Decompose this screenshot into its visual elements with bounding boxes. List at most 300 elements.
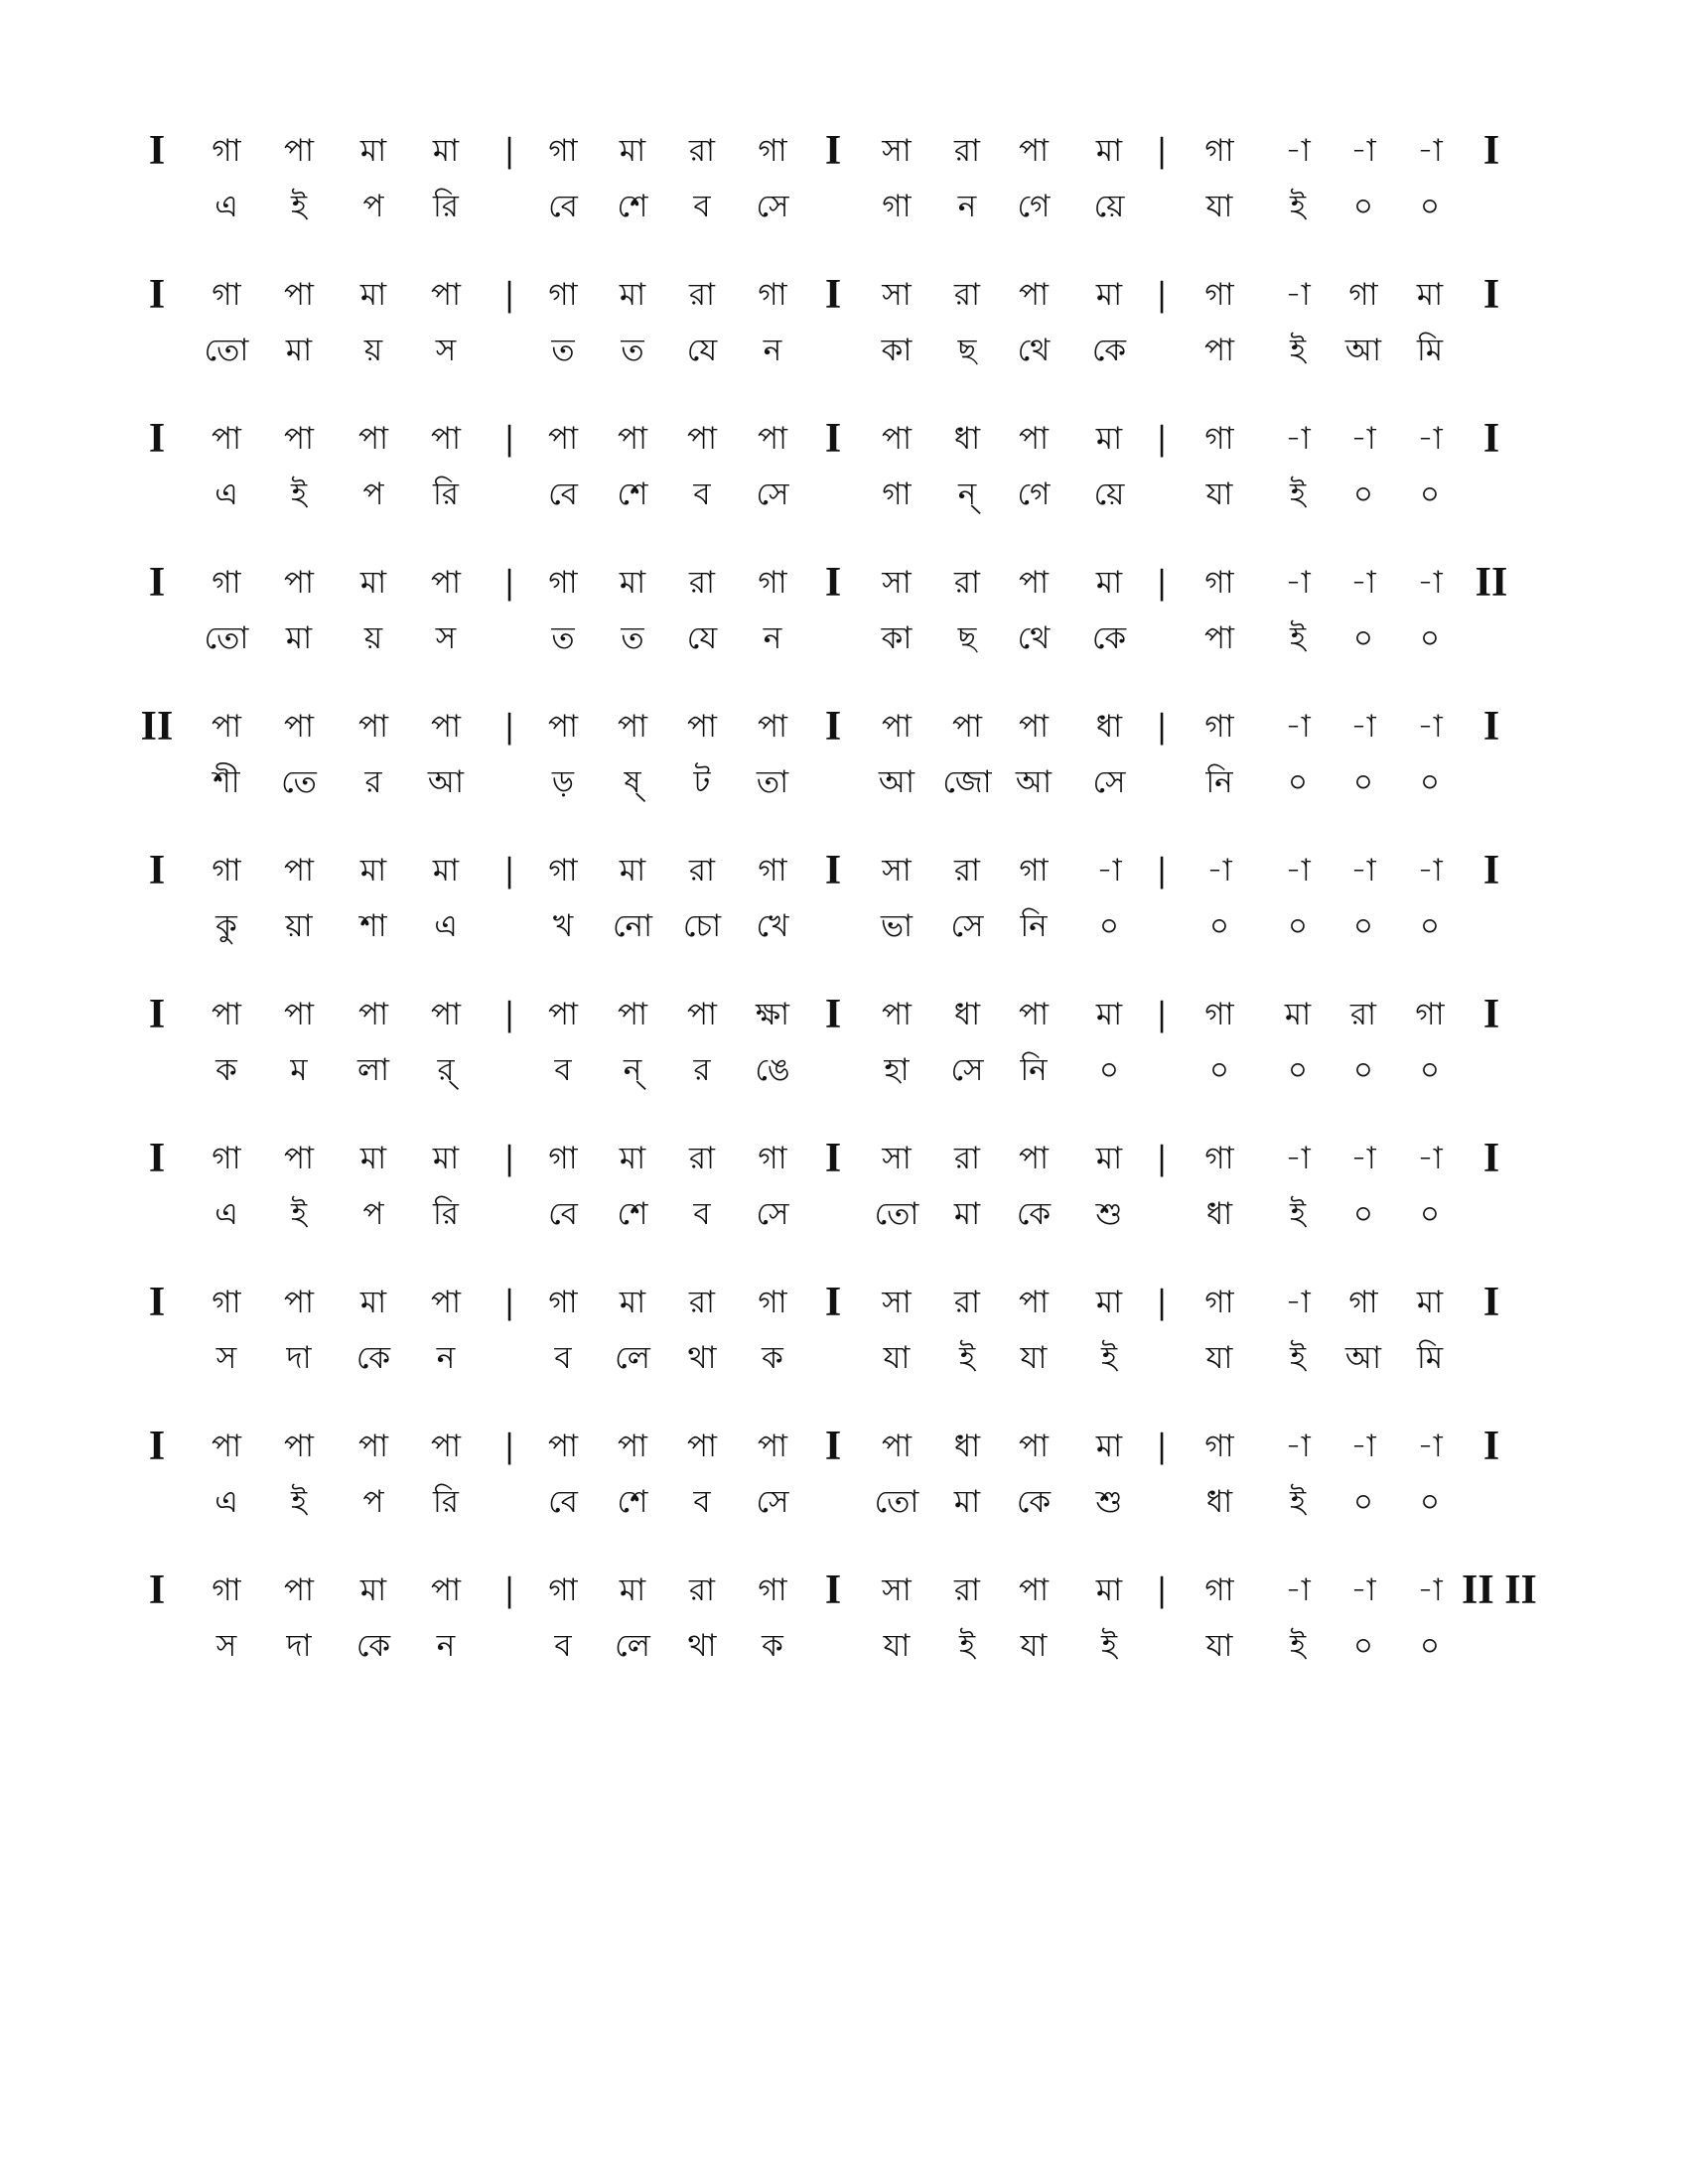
swara-note: পা <box>617 1429 648 1464</box>
swara-note: -া <box>1350 1429 1376 1464</box>
lyric-syllable: ধা <box>1205 1196 1233 1232</box>
swara-note: পা <box>1018 1572 1050 1608</box>
swara-note: ধা <box>953 1429 981 1464</box>
lyric-syllable: ক <box>215 1052 237 1088</box>
beat-bar: | <box>1156 1139 1168 1177</box>
beat-bar: | <box>503 1570 515 1609</box>
swara-note: গা <box>758 1285 787 1320</box>
swara-row <box>0 1129 1688 1188</box>
swara-row <box>0 841 1688 900</box>
measure-bar: I <box>824 1280 842 1325</box>
measure-bar: I <box>148 128 166 174</box>
lyric-syllable: জো <box>942 764 992 800</box>
lyric-syllable: ০ <box>1208 1052 1230 1088</box>
lyric-syllable: শে <box>617 1196 648 1232</box>
swara-note: গা <box>1415 997 1445 1032</box>
lyric-syllable: গে <box>1017 477 1051 512</box>
beat-bar: | <box>503 1283 515 1321</box>
measure-bar: I <box>824 1568 842 1613</box>
swara-note: গা <box>758 853 787 888</box>
lyric-syllable: ই <box>290 1484 308 1520</box>
swara-note: পা <box>430 1285 462 1320</box>
swara-note: গা <box>211 565 241 601</box>
lyric-syllable: শু <box>1095 1484 1123 1520</box>
swara-note: সা <box>882 133 912 169</box>
lyric-row <box>0 321 1688 380</box>
swara-note: পা <box>617 421 648 457</box>
lyric-syllable: স <box>215 1628 237 1664</box>
lyric-syllable: ন <box>763 620 782 656</box>
swara-note: গা <box>211 277 241 313</box>
swara-note: রা <box>1349 997 1377 1032</box>
lyric-syllable: শে <box>617 189 648 224</box>
lyric-syllable: এ <box>214 1196 238 1232</box>
lyric-syllable: যা <box>1205 1628 1233 1664</box>
beat-bar: | <box>503 1139 515 1177</box>
swara-note: পা <box>1018 709 1050 745</box>
swara-note: পা <box>1018 421 1050 457</box>
measure-bar: I <box>824 992 842 1037</box>
lyric-syllable: ০ <box>1419 1052 1441 1088</box>
lyric-syllable: প <box>362 1484 384 1520</box>
lyric-syllable: ০ <box>1419 189 1441 224</box>
lyric-syllable: ০ <box>1352 477 1374 512</box>
swara-note: মা <box>1095 997 1123 1032</box>
swara-note: রা <box>688 277 716 313</box>
lyric-syllable: বে <box>548 1484 578 1520</box>
swara-note: মা <box>619 133 646 169</box>
lyric-syllable: ই <box>1100 1628 1118 1664</box>
measure-bar: I <box>148 416 166 462</box>
lyric-syllable: যা <box>1020 1340 1048 1376</box>
lyric-syllable: থা <box>687 1628 717 1664</box>
measure-bar: I <box>148 1424 166 1469</box>
swara-note: গা <box>1204 421 1234 457</box>
measure-bar: I <box>1482 848 1500 893</box>
lyric-syllable: য় <box>363 333 383 368</box>
lyric-syllable: যে <box>686 333 718 368</box>
swara-note: -া <box>1350 565 1376 601</box>
lyric-row <box>0 609 1688 668</box>
lyric-syllable: ধা <box>1205 1484 1233 1520</box>
measure-bar: I <box>1482 1280 1500 1325</box>
swara-note: পা <box>1018 565 1050 601</box>
lyric-syllable: কে <box>1091 620 1127 656</box>
swara-note: মা <box>359 853 387 888</box>
swara-note: পা <box>430 1572 462 1608</box>
swara-note: মা <box>619 1141 646 1176</box>
lyric-syllable: কে <box>355 1628 391 1664</box>
lyric-syllable: ই <box>958 1340 976 1376</box>
swara-note: -া <box>1285 421 1311 457</box>
lyric-row <box>0 1040 1688 1100</box>
lyric-syllable: ০ <box>1287 908 1309 944</box>
lyric-syllable: ০ <box>1419 908 1441 944</box>
swara-note: মা <box>619 1285 646 1320</box>
swara-note: পা <box>211 1429 242 1464</box>
swara-note: পা <box>283 1572 315 1608</box>
measure-bar: I <box>148 1136 166 1181</box>
measure-bar: I <box>824 1424 842 1469</box>
lyric-syllable: যা <box>1205 189 1233 224</box>
swara-note: পা <box>283 1429 315 1464</box>
lyric-syllable: তো <box>874 1484 919 1520</box>
lyric-syllable: ন <box>436 1340 456 1376</box>
lyric-syllable: ই <box>958 1628 976 1664</box>
swara-note: রা <box>953 1141 981 1176</box>
swara-row <box>0 697 1688 756</box>
lyric-syllable: কে <box>1016 1484 1052 1520</box>
lyric-syllable: এ <box>434 908 458 944</box>
lyric-syllable: ০ <box>1419 1628 1441 1664</box>
lyric-syllable: ত <box>551 333 575 368</box>
swara-note: গা <box>1204 1572 1234 1608</box>
lyric-syllable: থা <box>687 1340 717 1376</box>
lyric-syllable: ই <box>290 189 308 224</box>
beat-bar: | <box>503 1427 515 1465</box>
lyric-syllable: বে <box>548 1196 578 1232</box>
beat-bar: | <box>503 419 515 458</box>
swara-note: রা <box>953 133 981 169</box>
lyric-syllable: রি <box>433 477 459 512</box>
swara-note: গা <box>548 277 578 313</box>
measure-bar: II II <box>1462 1568 1537 1613</box>
lyric-syllable: চো <box>682 908 722 944</box>
lyric-syllable: আ <box>878 764 915 800</box>
lyric-syllable: ০ <box>1419 477 1441 512</box>
lyric-syllable: শে <box>617 1484 648 1520</box>
swara-note: রা <box>688 1572 716 1608</box>
swara-note: মা <box>359 1285 387 1320</box>
lyric-syllable: ব <box>554 1052 572 1088</box>
lyric-syllable: ড় <box>551 764 575 800</box>
lyric-syllable: প <box>362 477 384 512</box>
lyric-syllable: রি <box>433 1484 459 1520</box>
swara-note: -া <box>1417 709 1443 745</box>
swara-note: মা <box>432 853 460 888</box>
lyric-syllable: মা <box>285 333 313 368</box>
lyric-syllable: নি <box>1020 908 1048 944</box>
swara-note: রা <box>688 1141 716 1176</box>
swara-note: গা <box>548 1572 578 1608</box>
lyric-syllable: ই <box>1289 477 1307 512</box>
swara-note: পা <box>881 997 913 1032</box>
lyric-syllable: ০ <box>1352 620 1374 656</box>
measure-bar: I <box>1482 272 1500 318</box>
lyric-syllable: পা <box>1203 333 1235 368</box>
lyric-syllable: যা <box>1205 477 1233 512</box>
swara-note: -া <box>1096 853 1122 888</box>
swara-note: গা <box>1204 1429 1234 1464</box>
lyric-syllable: লে <box>615 1628 650 1664</box>
lyric-row <box>0 1184 1688 1244</box>
lyric-syllable: স <box>215 1340 237 1376</box>
lyric-syllable: ০ <box>1419 620 1441 656</box>
lyric-syllable: মি <box>1416 1340 1444 1376</box>
lyric-syllable: কে <box>1091 333 1127 368</box>
swara-row <box>0 409 1688 469</box>
beat-bar: | <box>1156 707 1168 746</box>
swara-note: পা <box>430 709 462 745</box>
measure-bar: I <box>148 560 166 606</box>
swara-note: মা <box>1095 421 1123 457</box>
lyric-syllable: কা <box>881 333 913 368</box>
lyric-row <box>0 896 1688 956</box>
lyric-syllable: ০ <box>1419 1484 1441 1520</box>
lyric-syllable: ০ <box>1419 1196 1441 1232</box>
lyric-syllable: র <box>693 1052 711 1088</box>
lyric-syllable: ব <box>554 1628 572 1664</box>
swara-note: পা <box>211 421 242 457</box>
swara-note: রা <box>953 853 981 888</box>
swara-note: গা <box>758 277 787 313</box>
lyric-syllable: ব <box>693 477 711 512</box>
swara-note: -া <box>1285 853 1311 888</box>
swara-note: গা <box>548 133 578 169</box>
lyric-syllable: ব <box>693 1196 711 1232</box>
swara-note: পা <box>881 1429 913 1464</box>
swara-note: পা <box>283 277 315 313</box>
lyric-row <box>0 1472 1688 1532</box>
swara-note: গা <box>1019 853 1049 888</box>
lyric-row <box>0 1616 1688 1676</box>
swara-note: রা <box>688 133 716 169</box>
lyric-syllable: ই <box>290 477 308 512</box>
swara-note: গা <box>1204 997 1234 1032</box>
swara-note: গা <box>758 133 787 169</box>
swara-note: পা <box>211 709 242 745</box>
swara-note: মা <box>619 277 646 313</box>
swara-note: -া <box>1350 709 1376 745</box>
swara-note: মা <box>1095 565 1123 601</box>
swara-note: পা <box>430 1429 462 1464</box>
lyric-syllable: যা <box>1020 1628 1048 1664</box>
lyric-syllable: স <box>435 333 457 368</box>
lyric-syllable: মি <box>1416 333 1444 368</box>
swara-note: পা <box>283 1141 315 1176</box>
beat-bar: | <box>1156 419 1168 458</box>
lyric-syllable: খে <box>756 908 789 944</box>
lyric-syllable: ভা <box>880 908 914 944</box>
lyric-syllable: ০ <box>1352 1196 1374 1232</box>
lyric-syllable: য়ে <box>1093 477 1125 512</box>
lyric-syllable: কে <box>355 1340 391 1376</box>
measure-bar: II <box>140 704 174 750</box>
lyric-syllable: ০ <box>1287 764 1309 800</box>
measure-bar: I <box>1482 416 1500 462</box>
lyric-syllable: ম <box>290 1052 308 1088</box>
lyric-syllable: আ <box>427 764 465 800</box>
swara-note: পা <box>283 421 315 457</box>
swara-note: মা <box>1416 277 1444 313</box>
lyric-row <box>0 465 1688 524</box>
swara-note: -া <box>1350 133 1376 169</box>
swara-note: পা <box>430 997 462 1032</box>
swara-note: রা <box>953 1572 981 1608</box>
lyric-syllable: থে <box>1017 333 1051 368</box>
lyric-syllable: ন্ <box>957 477 977 512</box>
swara-note: গা <box>1348 277 1378 313</box>
swara-note: গা <box>211 853 241 888</box>
swara-note: সা <box>882 1285 912 1320</box>
lyric-syllable: গা <box>882 189 912 224</box>
lyric-syllable: ছ <box>957 620 977 656</box>
swara-note: মা <box>432 1141 460 1176</box>
lyric-syllable: য়ে <box>1093 189 1125 224</box>
swara-note: পা <box>357 1429 389 1464</box>
measure-bar: I <box>824 704 842 750</box>
swara-note: -া <box>1350 853 1376 888</box>
measure-bar: I <box>824 1136 842 1181</box>
lyric-syllable: য় <box>363 620 383 656</box>
swara-note: গা <box>211 133 241 169</box>
lyric-syllable: বে <box>548 477 578 512</box>
swara-note: -া <box>1285 1429 1311 1464</box>
swara-note: গা <box>1348 1285 1378 1320</box>
swara-note: গা <box>1204 565 1234 601</box>
lyric-syllable: আ <box>1015 764 1053 800</box>
swara-note: গা <box>548 1141 578 1176</box>
lyric-syllable: তো <box>874 1196 919 1232</box>
swara-note: ধা <box>953 421 981 457</box>
lyric-syllable: ই <box>1289 1340 1307 1376</box>
swara-note: পা <box>430 565 462 601</box>
swara-note: গা <box>758 1141 787 1176</box>
swara-note: সা <box>882 1572 912 1608</box>
lyric-syllable: ০ <box>1352 1052 1374 1088</box>
swara-note: -া <box>1417 1429 1443 1464</box>
swara-note: পা <box>283 997 315 1032</box>
lyric-syllable: শা <box>359 908 387 944</box>
lyric-row <box>0 1328 1688 1388</box>
swara-note: -া <box>1350 1572 1376 1608</box>
swara-note: পা <box>1018 1429 1050 1464</box>
swara-note: পা <box>686 421 718 457</box>
lyric-syllable: তা <box>756 764 789 800</box>
lyric-syllable: যা <box>1205 1340 1233 1376</box>
swara-note: মা <box>359 133 387 169</box>
swara-note: মা <box>1095 1285 1123 1320</box>
measure-bar: I <box>824 560 842 606</box>
swara-note: পা <box>617 709 648 745</box>
swara-note: পা <box>881 421 913 457</box>
swara-note: মা <box>1095 133 1123 169</box>
swara-note: -া <box>1285 277 1311 313</box>
swara-note: -া <box>1417 1141 1443 1176</box>
lyric-syllable: সে <box>1092 764 1126 800</box>
lyric-syllable: ই <box>1100 1340 1118 1376</box>
lyric-syllable: দা <box>286 1628 312 1664</box>
swara-note: -া <box>1285 133 1311 169</box>
swara-note: পা <box>686 997 718 1032</box>
swara-note: গা <box>548 565 578 601</box>
lyric-syllable: দা <box>286 1340 312 1376</box>
lyric-syllable: ঙে <box>755 1052 790 1088</box>
swara-note: মা <box>1095 1429 1123 1464</box>
swara-note: গা <box>1204 709 1234 745</box>
lyric-syllable: ট <box>693 764 711 800</box>
swara-row <box>0 265 1688 325</box>
beat-bar: | <box>503 131 515 170</box>
lyric-syllable: সে <box>756 1484 789 1520</box>
lyric-syllable: ই <box>1289 620 1307 656</box>
beat-bar: | <box>503 851 515 889</box>
lyric-row <box>0 177 1688 236</box>
measure-bar: II <box>1475 560 1508 606</box>
swara-note: -া <box>1285 1141 1311 1176</box>
measure-bar: I <box>148 272 166 318</box>
measure-bar: I <box>824 416 842 462</box>
swara-note: গা <box>211 1285 241 1320</box>
beat-bar: | <box>1156 275 1168 314</box>
swara-note: রা <box>688 565 716 601</box>
lyric-syllable: তো <box>204 333 249 368</box>
swara-note: -া <box>1285 1572 1311 1608</box>
swara-note: ধা <box>953 997 981 1032</box>
swara-note: পা <box>686 709 718 745</box>
swara-note: গা <box>548 853 578 888</box>
measure-bar: I <box>148 848 166 893</box>
lyric-syllable: প <box>362 189 384 224</box>
measure-bar: I <box>148 1280 166 1325</box>
swara-note: ক্ষা <box>755 997 790 1032</box>
swara-note: সা <box>882 1141 912 1176</box>
swara-note: পা <box>547 1429 579 1464</box>
lyric-syllable: ০ <box>1352 908 1374 944</box>
lyric-syllable: নি <box>1205 764 1233 800</box>
swara-row <box>0 553 1688 613</box>
swara-note: গা <box>1204 1141 1234 1176</box>
lyric-syllable: সে <box>950 1052 984 1088</box>
lyric-syllable: ন <box>436 1628 456 1664</box>
swara-note: মা <box>619 1572 646 1608</box>
measure-bar: I <box>1482 1136 1500 1181</box>
measure-bar: I <box>148 992 166 1037</box>
swara-note: -া <box>1285 709 1311 745</box>
lyric-syllable: গে <box>1017 189 1051 224</box>
swara-note: -া <box>1417 853 1443 888</box>
swara-note: পা <box>211 997 242 1032</box>
swara-note: -া <box>1417 421 1443 457</box>
lyric-syllable: ষ্ <box>624 764 641 800</box>
beat-bar: | <box>1156 1283 1168 1321</box>
swara-row <box>0 985 1688 1044</box>
swara-note: পা <box>283 565 315 601</box>
lyric-syllable: ব <box>693 1484 711 1520</box>
measure-bar: I <box>1482 128 1500 174</box>
beat-bar: | <box>503 563 515 602</box>
swara-note: মা <box>619 565 646 601</box>
lyric-syllable: ত <box>621 620 644 656</box>
swara-note: পা <box>357 709 389 745</box>
lyric-syllable: খ <box>552 908 574 944</box>
swara-note: -া <box>1417 565 1443 601</box>
swara-row <box>0 1561 1688 1620</box>
swara-note: -া <box>1285 565 1311 601</box>
lyric-syllable: ক <box>762 1340 783 1376</box>
lyric-syllable: য়া <box>285 908 313 944</box>
swara-note: পা <box>547 997 579 1032</box>
lyric-syllable: থে <box>1017 620 1051 656</box>
lyric-syllable: আ <box>1344 1340 1382 1376</box>
lyric-syllable: গা <box>882 477 912 512</box>
swara-note: -া <box>1285 1285 1311 1320</box>
lyric-syllable: ০ <box>1352 1628 1374 1664</box>
beat-bar: | <box>1156 563 1168 602</box>
swara-note: পা <box>1018 277 1050 313</box>
measure-bar: I <box>1482 1424 1500 1469</box>
beat-bar: | <box>503 995 515 1033</box>
